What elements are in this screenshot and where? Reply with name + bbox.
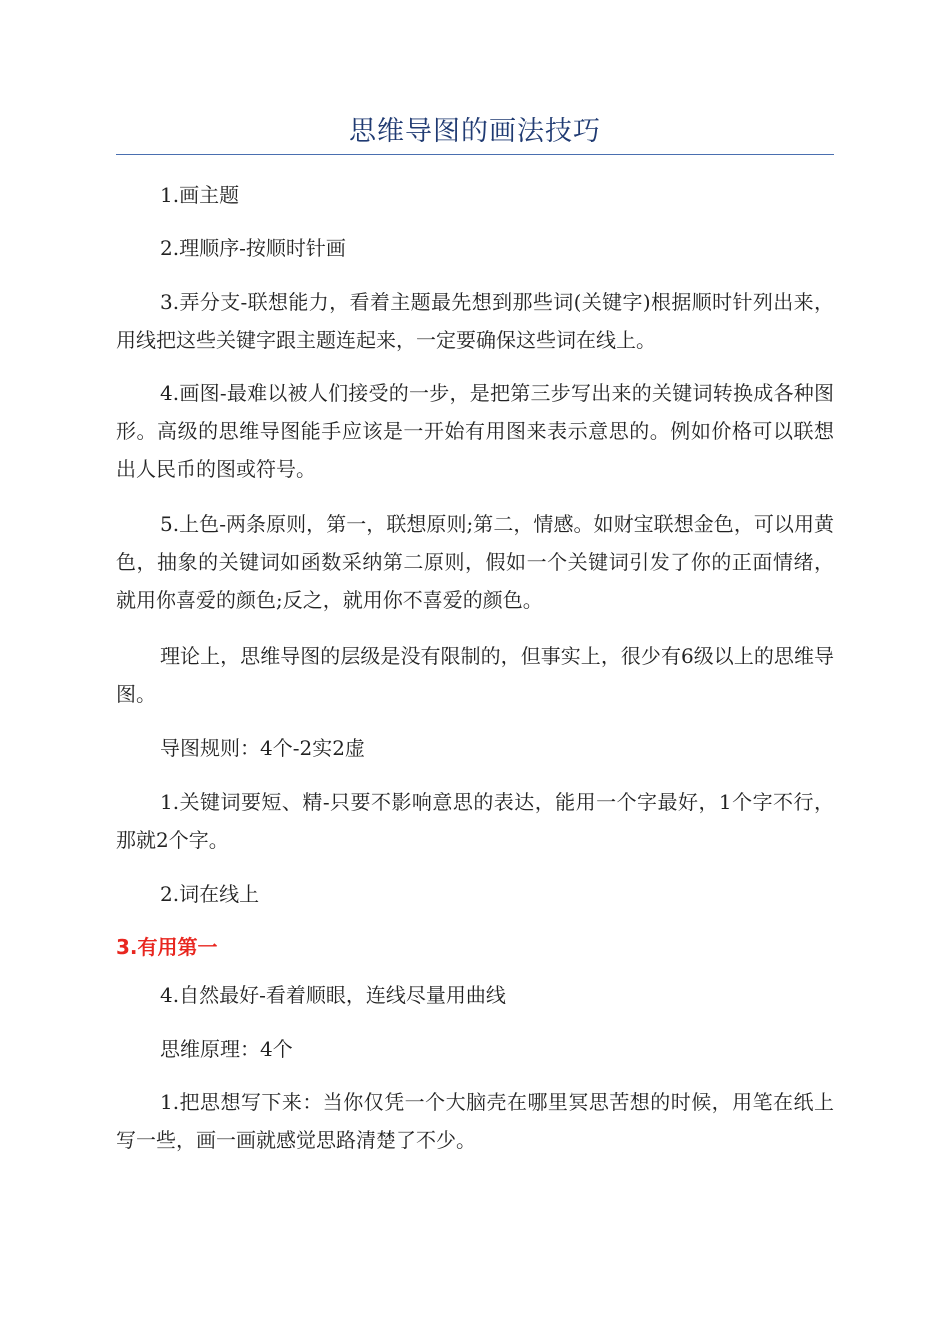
paragraph-step-2: 2.理顺序-按顺时针画	[160, 236, 346, 260]
paragraph-step-1: 1.画主题	[160, 183, 240, 207]
paragraph-step-4: 4.画图-最难以被人们接受的一步，是把第三步写出来的关键词转换成各种图形。高级的思维导图能手应该是一开始有用图来表示意思的。例如价格可以联想出人民币的图或符号。	[116, 381, 834, 481]
paragraph-principles-heading: 思维原理：4个	[160, 1037, 293, 1061]
page-title: 思维导图的画法技巧	[349, 116, 601, 147]
title-underline	[116, 154, 834, 155]
paragraph-levels: 理论上，思维导图的层级是没有限制的，但事实上，很少有6级以上的思维导图。	[116, 644, 834, 706]
paragraph-rule-4: 4.自然最好-看着顺眼，连线尽量用曲线	[160, 983, 506, 1007]
paragraph-principle-1: 1.把思想写下来：当你仅凭一个大脑壳在哪里冥思苦想的时候，用笔在纸上写一些，画一画就感觉思路清楚了不少。	[116, 1090, 834, 1152]
paragraph-rule-1: 1.关键词要短、精-只要不影响意思的表达，能用一个字最好，1个字不行，那就2个字。	[116, 790, 834, 852]
paragraph-rule-3-highlighted: 3.有用第一	[116, 935, 218, 959]
paragraph-step-5: 5.上色-两条原则，第一，联想原则;第二，情感。如财宝联想金色，可以用黄色，抽象的关键词如函数采纳第二原则，假如一个关键词引发了你的正面情绪，就用你喜爱的颜色;反之，就用你不喜爱的颜色。	[116, 512, 834, 612]
paragraph-step-3: 3.弄分支-联想能力，看着主题最先想到那些词(关键字)根据顺时针列出来，用线把这些关键字跟主题连起来，一定要确保这些词在线上。	[116, 290, 834, 352]
paragraph-rules-heading: 导图规则：4个-2实2虚	[160, 736, 365, 760]
paragraph-rule-2: 2.词在线上	[160, 882, 260, 906]
